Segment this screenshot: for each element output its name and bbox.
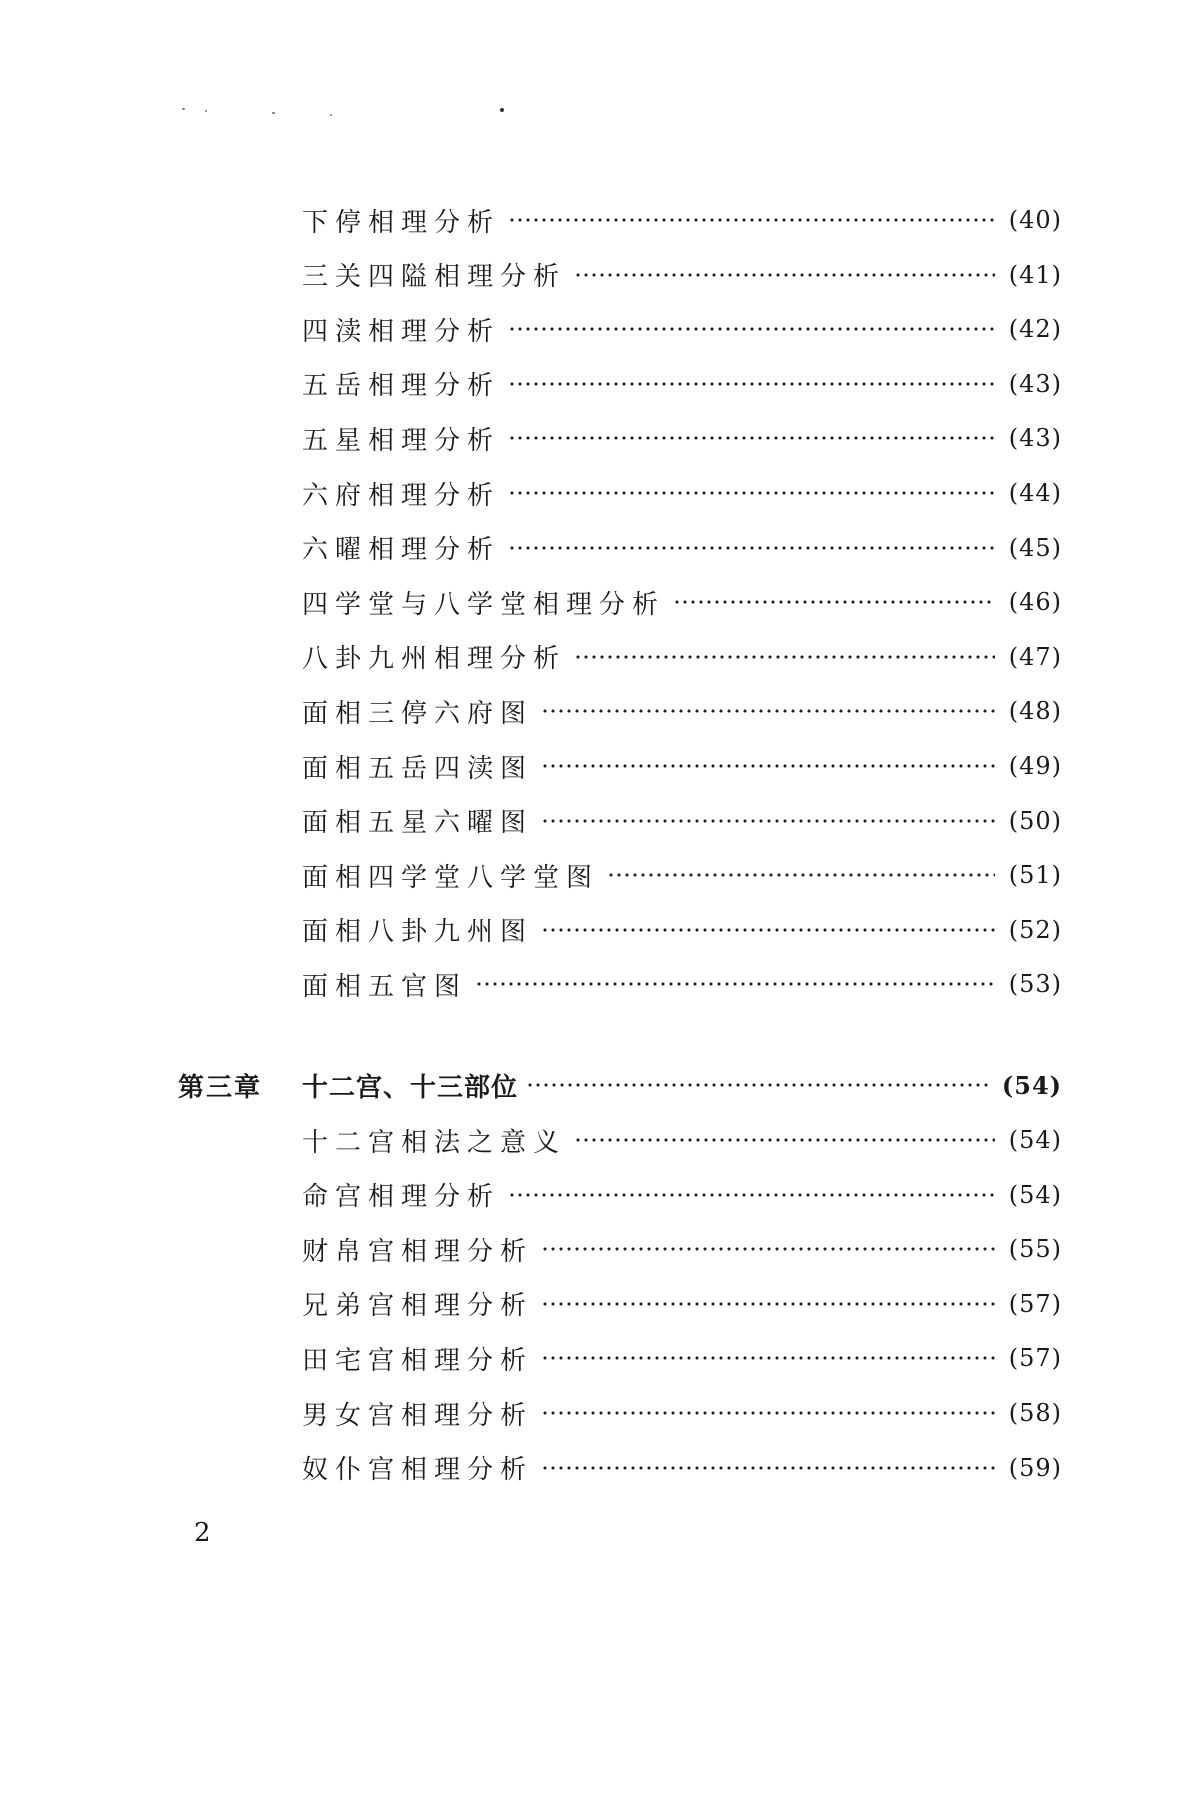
entry-title: 六曜相理分析 <box>302 535 501 566</box>
scan-speck <box>330 114 332 116</box>
dot-leader <box>508 382 995 386</box>
entry-title: 面相八卦九州图 <box>302 917 534 948</box>
entry-title: 面相五官图 <box>302 971 468 1002</box>
toc-entry <box>302 1284 1062 1324</box>
entry-page-ref: (54) <box>1008 1126 1062 1154</box>
entry-title: 六府相理分析 <box>302 480 501 511</box>
entry-title: 奴仆宫相理分析 <box>302 1455 534 1486</box>
chapter-page-ref: (54) <box>1001 1070 1062 1100</box>
dot-leader <box>541 1466 995 1470</box>
entry-title: 四学堂与八学堂相理分析 <box>302 589 666 620</box>
dot-leader <box>541 1302 995 1306</box>
entry-page-ref: (40) <box>1008 206 1062 234</box>
dot-leader <box>541 1247 995 1251</box>
dot-leader <box>526 1083 988 1087</box>
toc-entry <box>302 691 1062 731</box>
entry-title: 面相五星六曜图 <box>302 808 534 839</box>
chapter-title: 十二宫、十三部位 <box>302 1072 519 1103</box>
toc-entry <box>302 1338 1062 1378</box>
dot-leader <box>574 655 995 659</box>
dot-leader <box>607 873 995 877</box>
toc-entry <box>302 1175 1062 1215</box>
entry-page-ref: (50) <box>1008 806 1062 835</box>
dot-leader <box>508 1193 995 1197</box>
entry-page-ref: (54) <box>1008 1180 1062 1209</box>
toc-entry <box>302 473 1062 513</box>
toc-entry <box>302 855 1062 895</box>
entry-page-ref: (45) <box>1008 533 1062 562</box>
toc-entry <box>302 1393 1062 1433</box>
entry-title: 四渎相理分析 <box>302 316 501 347</box>
dot-leader <box>508 218 995 222</box>
scan-speck <box>272 112 275 114</box>
toc-entry <box>302 1229 1062 1269</box>
toc-entry <box>302 801 1062 841</box>
entry-page-ref: (51) <box>1008 861 1062 890</box>
dot-leader <box>541 1411 995 1415</box>
entry-page-ref: (55) <box>1008 1235 1062 1264</box>
scan-speck <box>500 108 504 112</box>
entry-title: 面相四学堂八学堂图 <box>302 862 600 893</box>
entry-title: 面相五岳四渎图 <box>302 753 534 784</box>
toc-chapter-entry <box>178 1065 1062 1105</box>
entry-title: 十二宫相法之意义 <box>302 1127 567 1158</box>
dot-leader <box>475 982 995 986</box>
entry-page-ref: (59) <box>1008 1453 1062 1482</box>
entry-page-ref: (57) <box>1008 1289 1062 1318</box>
entry-title: 财帛宫相理分析 <box>302 1236 534 1267</box>
dot-leader <box>541 709 995 713</box>
toc-entry <box>302 528 1062 568</box>
entry-page-ref: (44) <box>1008 479 1062 507</box>
chapter-label: 第三章 <box>178 1072 263 1103</box>
entry-page-ref: (52) <box>1008 915 1062 944</box>
toc-entry <box>302 364 1062 404</box>
entry-title: 田宅宫相理分析 <box>302 1345 534 1376</box>
toc-entry <box>302 910 1062 950</box>
entry-page-ref: (53) <box>1008 970 1062 999</box>
entry-page-ref: (48) <box>1008 697 1062 726</box>
entry-page-ref: (46) <box>1008 588 1062 617</box>
entry-page-ref: (58) <box>1008 1399 1062 1427</box>
entry-title: 命宫相理分析 <box>302 1182 501 1213</box>
scan-speck <box>205 110 207 112</box>
dot-leader <box>541 1356 995 1360</box>
dot-leader <box>541 764 995 768</box>
entry-page-ref: (49) <box>1008 752 1062 780</box>
entry-title: 八卦九州相理分析 <box>302 644 567 675</box>
entry-page-ref: (43) <box>1008 369 1062 398</box>
toc-entry <box>302 746 1062 786</box>
toc-entry <box>302 255 1062 295</box>
dot-leader <box>541 928 995 932</box>
toc-entry <box>302 309 1062 349</box>
toc-entry <box>302 418 1062 458</box>
entry-title: 下停相理分析 <box>302 207 501 238</box>
dot-leader <box>574 273 995 277</box>
toc-entry <box>302 200 1062 240</box>
toc-entry <box>302 964 1062 1004</box>
dot-leader <box>508 491 995 495</box>
page-number: 2 <box>194 1518 211 1548</box>
dot-leader <box>541 819 995 823</box>
dot-leader <box>508 327 995 331</box>
entry-page-ref: (47) <box>1008 642 1062 671</box>
entry-title: 面相三停六府图 <box>302 698 534 729</box>
entry-page-ref: (43) <box>1008 424 1062 453</box>
dot-leader <box>508 546 995 550</box>
entry-title: 兄弟宫相理分析 <box>302 1291 534 1322</box>
entry-title: 五星相理分析 <box>302 425 501 456</box>
scan-speck <box>182 108 185 110</box>
toc-entry <box>302 1120 1062 1160</box>
dot-leader <box>508 436 995 440</box>
entry-page-ref: (42) <box>1008 315 1062 344</box>
entry-title: 五岳相理分析 <box>302 371 501 402</box>
toc-entry <box>302 582 1062 622</box>
entry-page-ref: (41) <box>1008 260 1062 289</box>
toc-entry <box>302 1448 1062 1488</box>
dot-leader <box>574 1138 995 1142</box>
dot-leader <box>673 600 995 604</box>
toc-entry <box>302 637 1062 677</box>
entry-title: 男女宫相理分析 <box>302 1400 534 1431</box>
entry-title: 三关四隘相理分析 <box>302 262 567 293</box>
entry-page-ref: (57) <box>1008 1344 1062 1373</box>
